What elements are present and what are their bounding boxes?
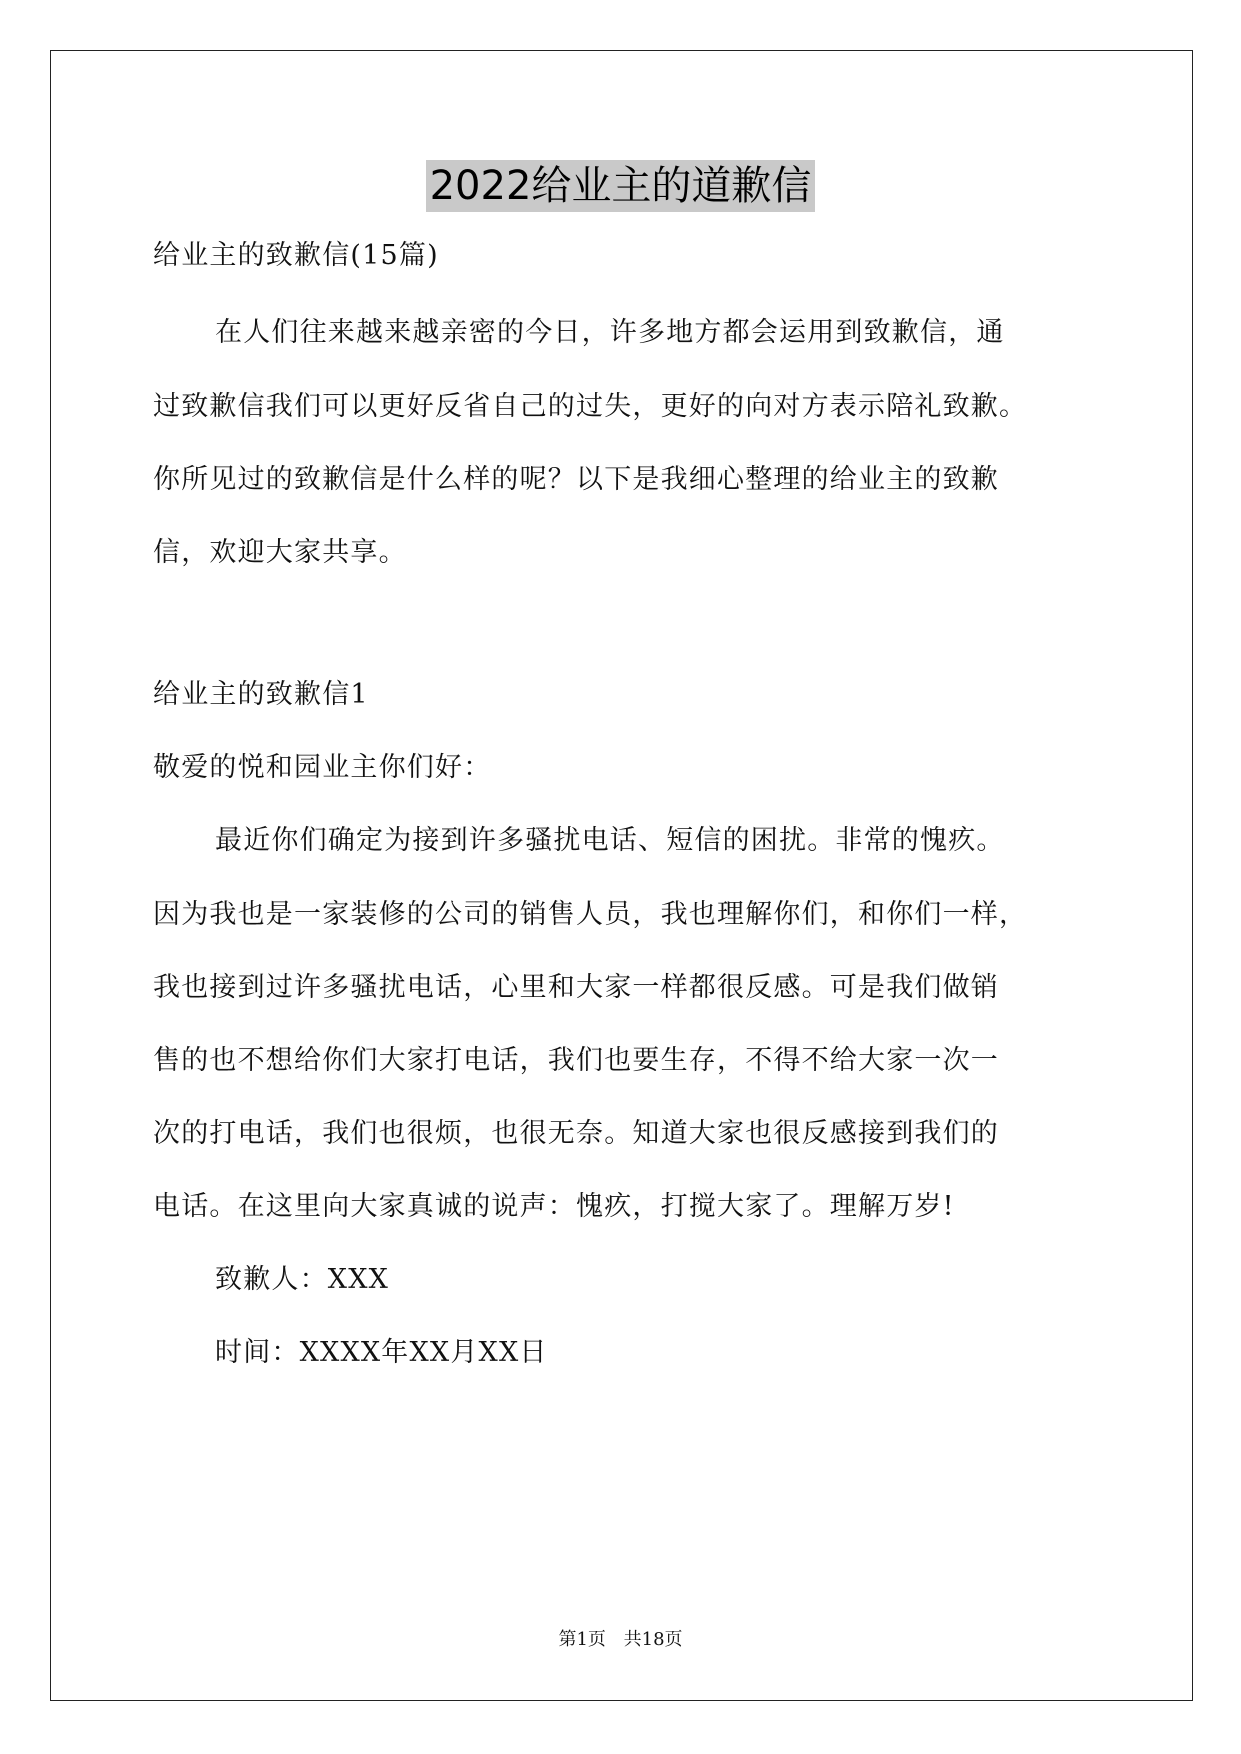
date-line: 时间：XXXX年XX月XX日 xyxy=(215,1337,548,1368)
intro-line: 你所见过的致歉信是什么样的呢？以下是我细心整理的给业主的致歉 xyxy=(153,464,999,495)
page-footer xyxy=(0,1628,1241,1652)
signature: 致歉人：XXX xyxy=(215,1264,390,1295)
body-line: 因为我也是一家装修的公司的销售人员，我也理解你们，和你们一样， xyxy=(153,899,1028,930)
body-line: 电话。在这里向大家真诚的说声：愧疚，打搅大家了。理解万岁! xyxy=(153,1191,955,1222)
page-border xyxy=(50,50,1193,1701)
intro-line: 在人们往来越来越亲密的今日，许多地方都会运用到致歉信，通 xyxy=(215,317,1005,348)
page-total: 共18页 xyxy=(623,1629,683,1650)
section-heading: 给业主的致歉信1 xyxy=(153,679,369,710)
body-line: 最近你们确定为接到许多骚扰电话、短信的困扰。非常的愧疚。 xyxy=(215,825,1005,856)
document-title: 2022给业主的道歉信 xyxy=(426,160,816,212)
greeting: 敬爱的悦和园业主你们好： xyxy=(153,752,492,783)
body-line: 次的打电话，我们也很烦，也很无奈。知道大家也很反感接到我们的 xyxy=(153,1118,999,1149)
body-line: 售的也不想给你们大家打电话，我们也要生存，不得不给大家一次一 xyxy=(153,1045,999,1076)
intro-line: 信，欢迎大家共享。 xyxy=(153,537,407,568)
title-wrap xyxy=(0,160,1241,212)
intro-line: 过致歉信我们可以更好反省自己的过失，更好的向对方表示陪礼致歉。 xyxy=(153,391,1028,422)
page-number: 第1页 xyxy=(558,1629,606,1650)
body-line: 我也接到过许多骚扰电话，心里和大家一样都很反感。可是我们做销 xyxy=(153,972,999,1003)
subtitle: 给业主的致歉信(15篇) xyxy=(153,240,439,271)
